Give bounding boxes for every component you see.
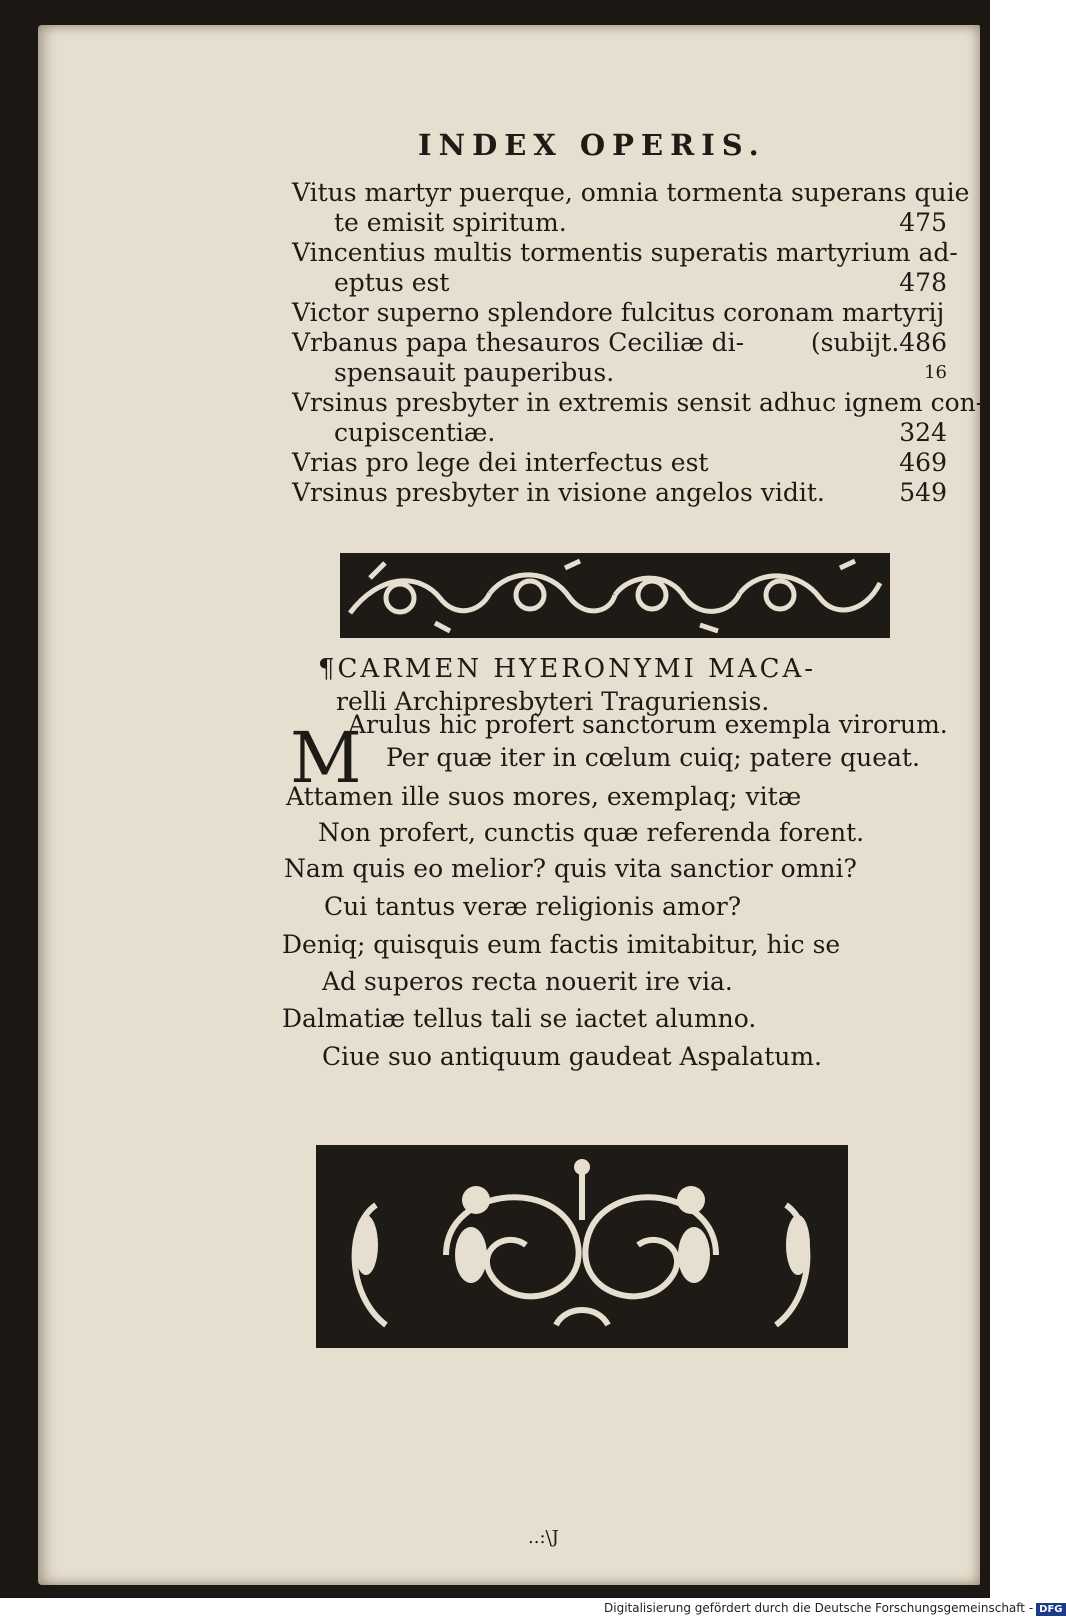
entry-line: Vrias pro lege dei interfectus est [292,448,709,477]
index-entry [292,448,947,478]
entry-page-number: 324 [899,418,947,447]
verse-line: Nam quis eo melior? quis vita sanctior omni? [284,854,857,883]
index-entry [292,238,958,298]
index-entry [292,298,947,328]
verse-line: Ad superos recta nouerit ire via. [322,967,733,996]
entry-line: Vitus martyr puerque, omnia tormenta superans quie [292,178,970,207]
drop-cap: M [290,717,362,799]
verse-line: Non profert, cunctis quæ referenda forent. [318,818,865,847]
footer-credit [604,1601,1066,1616]
woodcut-vignette [316,1145,848,1348]
entry-continuation: eptus est [334,268,450,297]
woodcut-ornament-band [340,553,890,638]
entry-page-number: 475 [899,208,947,237]
entry-page-number: 478 [899,268,947,297]
entry-line: Victor superno splendore fulcitus coronam martyrij [292,298,945,327]
catchword: ..:\J [528,1527,559,1548]
dfg-logo: DFG [1036,1603,1065,1616]
verse-line: Deniq; quisquis eum factis imitabitur, hic se [282,930,841,959]
entry-line: Vrsinus presbyter in visione angelos vidit. [292,478,825,507]
footer-text: Digitalisierung gefördert durch die Deutsche Forschungsgemeinschaft - [604,1601,1034,1615]
verse-line: Attamen ille suos mores, exemplaq; vitæ [286,782,802,811]
index-entry [292,388,985,448]
page-header: INDEX OPERIS. [418,128,766,162]
index-entry [292,328,947,388]
verse-line: Ciue suo antiquum gaudeat Aspalatum. [322,1042,822,1071]
entry-page-number: 549 [899,478,947,507]
entry-continuation: cupiscentiæ. [334,418,496,447]
entry-line: Vrsinus presbyter in extremis sensit adhuc ignem con- [292,388,985,417]
verse-line: Per quæ iter in cœlum cuiq; patere queat. [386,743,920,772]
entry-continuation: te emisit spiritum. [334,208,567,237]
entry-page-number: 469 [899,448,947,477]
poem-title: ¶CARMEN HYERONYMI MACA- [318,654,817,684]
verse-line: Dalmatiæ tellus tali se iactet alumno. [282,1004,757,1033]
index-entry [292,178,970,238]
poem-subtitle: relli Archipresbyteri Traguriensis. [336,687,770,716]
index-entry [292,478,947,508]
entry-side-note: (subijt.486 [810,328,947,357]
entry-page-number: 16 [924,362,947,383]
verse-line: Arulus hic profert sanctorum exempla virorum. [348,710,948,739]
verse-line: Cui tantus veræ religionis amor? [324,892,742,921]
entry-line: Vrbanus papa thesauros Ceciliæ di- [292,328,745,357]
entry-line: Vincentius multis tormentis superatis martyrium ad- [292,238,958,267]
entry-continuation: spensauit pauperibus. [334,358,615,387]
